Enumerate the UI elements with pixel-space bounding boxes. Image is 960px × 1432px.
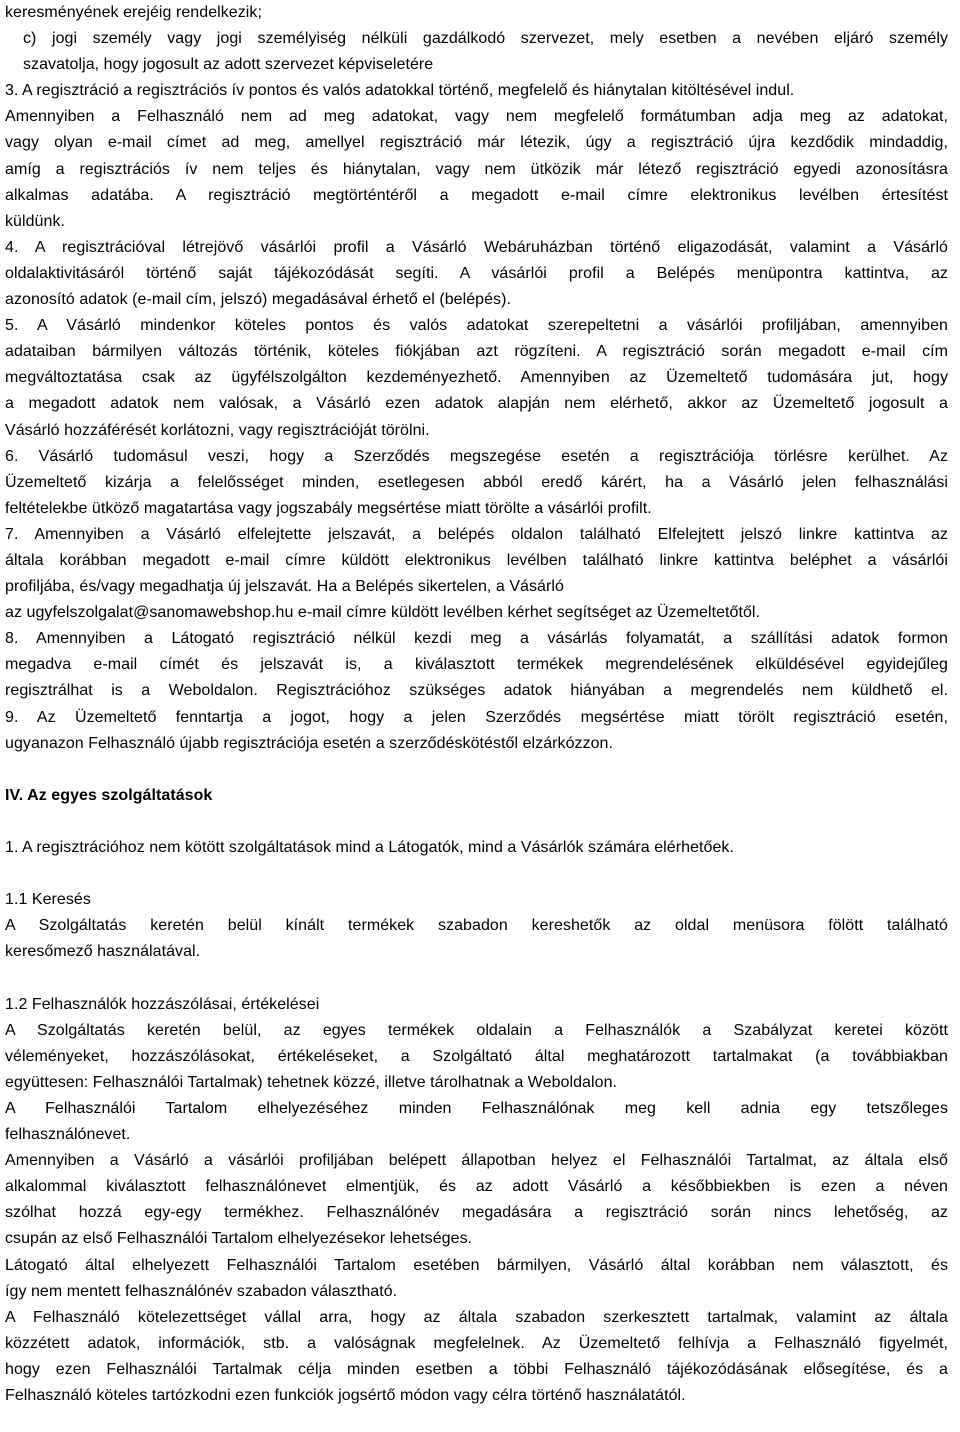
text-line: 9. Az Üzemeltető fenntartja a jogot, hogy a jelen Szerződés megsértése miatt törölt regisztráció esetén,: [5, 708, 948, 726]
text-line: megváltoztatása csak az ügyfélszolgálton kezdeményezhető. Amennyiben az Üzemeltető tudomására jut, hogy: [5, 369, 948, 387]
text-line: alkalommal kiválasztott felhasználónevet elmentjük, és az adott Vásárló a későbbiekben is ezen a néven: [5, 1178, 948, 1196]
text-line: Vásárló hozzáférését korlátozni, vagy regisztrációját törölni.: [5, 421, 430, 439]
text-line: 4. A regisztrációval létrejövő vásárlói profil a Vásárló Webáruházban történő eligazodását, valamint a Vásárló: [5, 238, 948, 256]
text-line: adataiban bármilyen változás történik, köteles fiókjában azt rögzíteni. A regisztráció során megadott e-mail cím: [5, 343, 948, 361]
text-line: azonosító adatok (e-mail cím, jelszó) megadásával érhető el (belépés).: [5, 291, 511, 309]
text-line: hogy ezen Felhasználói Tartalmak célja minden esetben a többi Felhasználó tájékozódásának elősegítése, és a: [5, 1360, 948, 1378]
text-line: Amennyiben a Felhasználó nem ad meg adatokat, vagy nem megfelelő formátumban adja meg az adatokat,: [5, 108, 948, 126]
text-line: vagy olyan e-mail címet ad meg, amellyel regisztráció már létezik, úgy a regisztráció újra kezdődik mindaddig,: [5, 134, 948, 152]
text-line: oldalaktivitásáról történő saját tájékozódását segíti. A vásárlói profil a Belépés menüpontra kattintva, az: [5, 264, 948, 282]
text-line: profiljába, és/vagy megadhatja új jelszavát. Ha a Belépés sikertelen, a Vásárló: [5, 578, 564, 596]
text-line: 6. Vásárló tudomásul veszi, hogy a Szerződés megszegése esetén a regisztrációja törlésre kerülhet. Az: [5, 447, 948, 465]
blank-line: [5, 861, 948, 887]
text-line: együttesen: Felhasználói Tartalmak) tehetnek közzé, illetve tárolhatnak a Weboldalon.: [5, 1073, 618, 1091]
text-line: feltételekbe ütköző magatartása vagy jogszabály megsértése miatt törölte a vásárlói profilt.: [5, 499, 652, 517]
paragraph-block: [5, 992, 948, 1410]
text-line: Felhasználó köteles tartózkodni ezen funkciók jogsértő módon vagy célra történő használatától.: [5, 1386, 686, 1404]
paragraph-block: [5, 78, 948, 756]
text-line: amíg a regisztrációs ív nem teljes és hiánytalan, vagy nem ütközik már létező regisztráció egyedi azonosításra: [5, 160, 948, 178]
text-line: regisztrálhat is a Weboldalon. Regisztrációhoz szükséges adatok hiányában a megrendelés nem küldhető el.: [5, 682, 948, 700]
text-line: közzétett adatok, információk, stb. a valóságnak megfelelnek. Az Üzemeltető felhívja a Felhasználó figyelmét,: [5, 1334, 948, 1352]
text-line: a megadott adatok nem valósak, a Vásárló ezen adatok alapján nem elérhető, akkor az Üzemeltető jogosult a: [5, 395, 948, 413]
text-line: alkalmas adatába. A regisztráció megtörténtéről a megadott e-mail címre elektronikus levélben értesítést: [5, 186, 948, 204]
text-line: keresőmező használatával.: [5, 943, 201, 961]
text-line: Látogató által elhelyezett Felhasználói Tartalom esetében bármilyen, Vásárló által korábban nem választott, és: [5, 1256, 948, 1274]
paragraph-block: [5, 26, 948, 78]
text-line: 1. A regisztrációhoz nem kötött szolgáltatások mind a Látogatók, mind a Vásárlók számára elérhetőek.: [5, 839, 734, 856]
paragraph-block: [5, 835, 948, 861]
text-line: ugyanazon Felhasználó újabb regisztrációja esetén a szerződéskötéstől elzárkózzon.: [5, 734, 614, 752]
text-line: szavatolja, hogy jogosult az adott szervezet képviseletére: [23, 56, 434, 74]
text-line: küldünk.: [5, 212, 65, 230]
text-line: felhasználónevet.: [5, 1126, 131, 1144]
text-line: A Szolgáltatás keretén belül, az egyes termékek oldalain a Felhasználók a Szabályzat keretei között: [5, 1021, 948, 1039]
section-heading: [5, 783, 948, 809]
text-line: 1.1 Keresés: [5, 891, 91, 909]
blank-line: [5, 809, 948, 835]
paragraph-block: [5, 0, 948, 26]
text-line: általa korábban megadott e-mail címre küldött elektronikus levélben található linkre kattintva beléphet a vásárlói: [5, 551, 948, 569]
text-line: 7. Amennyiben a Vásárló elfelejtette jelszavát, a belépés oldalon található Elfelejtett jelszó linkre kattintva az: [5, 525, 948, 543]
blank-line: [5, 757, 948, 783]
text-line: 1.2 Felhasználók hozzászólásai, értékelései: [5, 995, 320, 1013]
text-line: c) jogi személy vagy jogi személyiség nélküli gazdálkodó szervezet, mely esetben a nevében eljáró személy: [23, 30, 948, 48]
text-line: az ugyfelszolgalat@sanomawebshop.hu e-mail címre küldött levélben kérhet segítséget az Üzemeltetőtől.: [5, 604, 761, 622]
heading-text: IV. Az egyes szolgáltatások: [5, 786, 213, 804]
text-line: szólhat hozzá egy-egy termékhez. Felhasználónév megadására a regisztráció során nincs lehetőség, az: [5, 1204, 948, 1222]
text-line: csupán az első Felhasználói Tartalom elhelyezésekor lehetséges.: [5, 1230, 473, 1248]
text-line: A Szolgáltatás keretén belül kínált termékek szabadon kereshetők az oldal menüsora fölött található: [5, 917, 948, 935]
text-line: Üzemeltető kizárja a felelősséget minden, esetlegesen abból eredő kárért, ha a Vásárló jelen felhasználási: [5, 473, 948, 491]
text-line: így nem mentett felhasználónév szabadon választható.: [5, 1282, 398, 1300]
text-line: A Felhasználói Tartalom elhelyezéséhez minden Felhasználónak meg kell adnia egy tetszőleges: [5, 1099, 948, 1117]
text-line: A Felhasználó kötelezettséget vállal arra, hogy az általa szabadon szerkesztett tartalmak, valamint az általa: [5, 1308, 948, 1326]
text-line: Amennyiben a Vásárló a vásárlói profiljában belépett állapotban helyez el Felhasználói Tartalmat, az általa első: [5, 1152, 948, 1170]
text-line: 8. Amennyiben a Látogató regisztráció nélkül kezdi meg a vásárlás folyamatát, a szállítási adatok formon: [5, 630, 948, 648]
blank-line: [5, 965, 948, 991]
text-line: véleményeket, hozzászólásokat, értékeléseket, a Szolgáltató által meghatározott tartalmakat (a továbbiakban: [5, 1047, 948, 1065]
paragraph-block: [5, 887, 948, 965]
text-line: megadva e-mail címét és jelszavát is, a kiválasztott termékek megrendelésének elküldésével egyidejűleg: [5, 656, 948, 674]
text-line: 5. A Vásárló mindenkor köteles pontos és valós adatokat szerepeltetni a vásárlói profiljában, amennyiben: [5, 317, 948, 335]
text-line: 3. A regisztráció a regisztrációs ív pontos és valós adatokkal történő, megfelelő és hiánytalan kitöltésével indul.: [5, 82, 795, 100]
text-line: keresményének erejéig rendelkezik;: [5, 4, 262, 21]
